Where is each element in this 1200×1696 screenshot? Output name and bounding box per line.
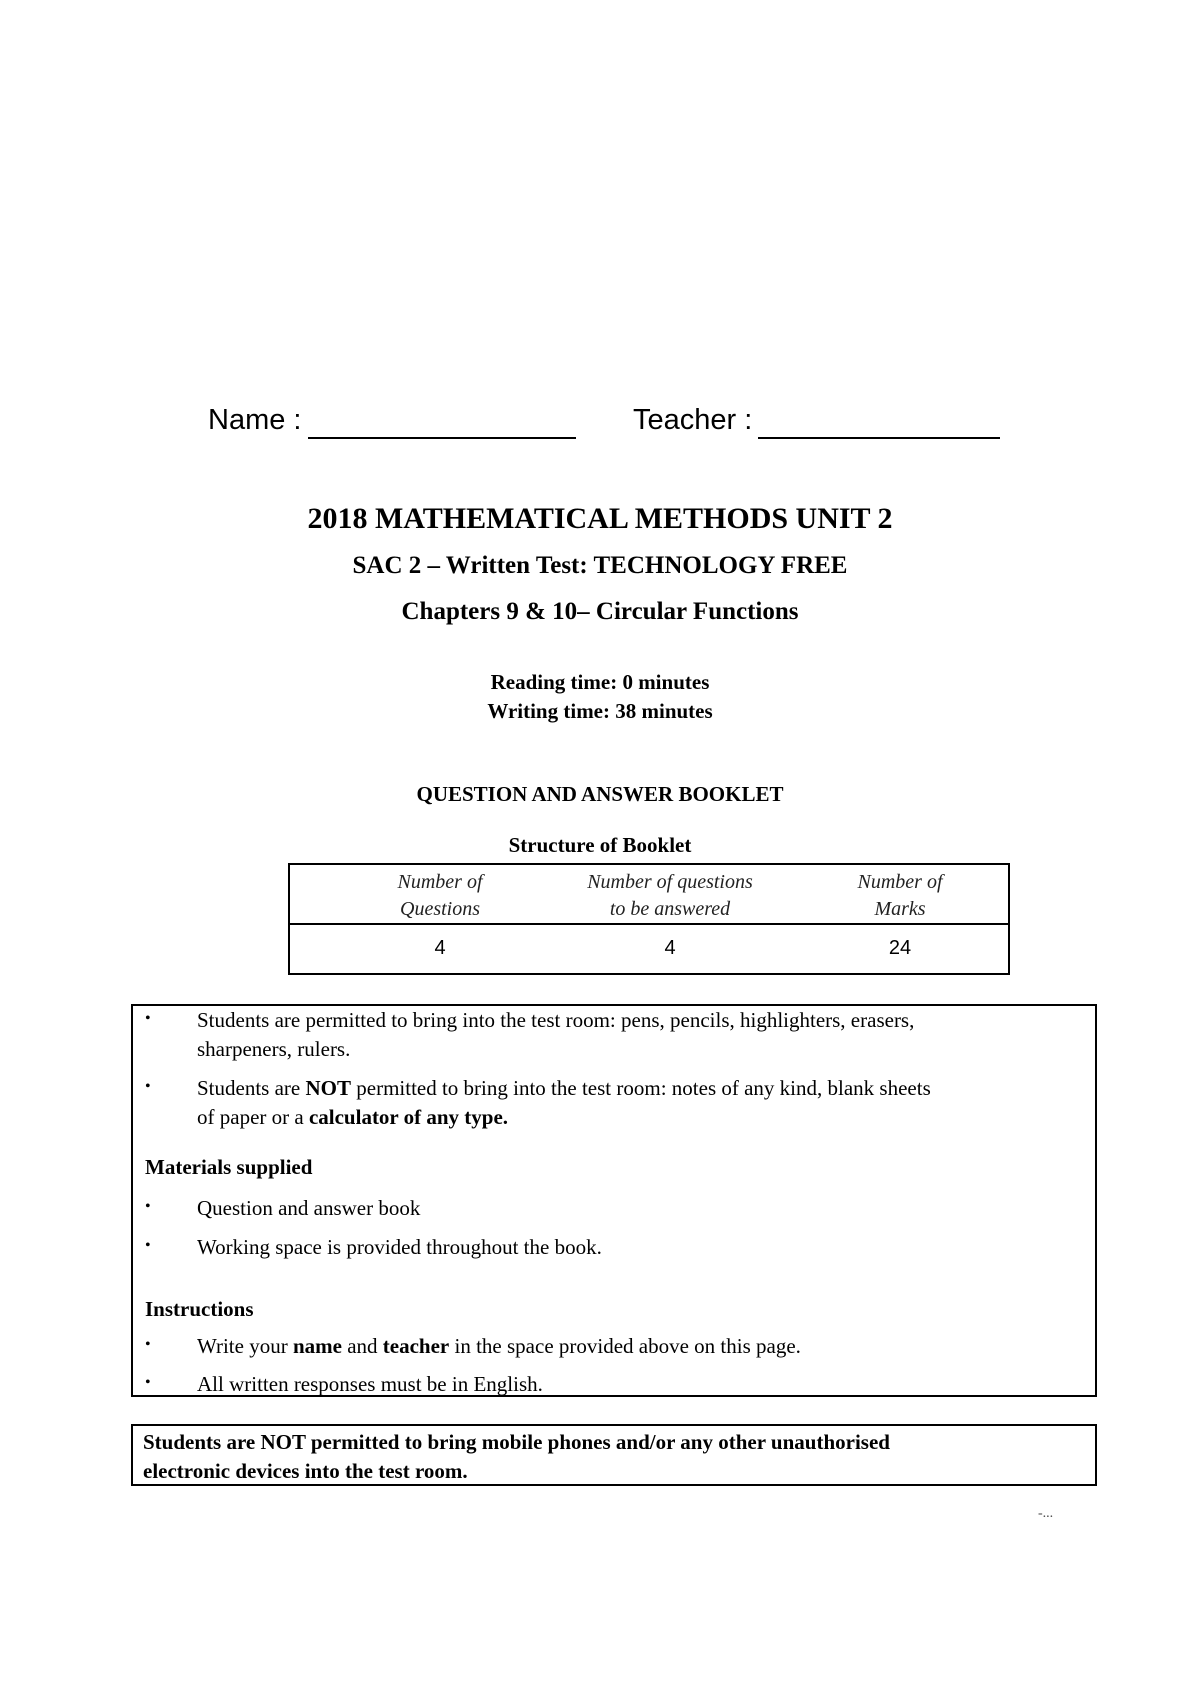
instruction-item: Write your name and teacher in the space provided above on this page.: [197, 1334, 801, 1358]
name-blank-line[interactable]: [308, 437, 576, 439]
instruction-item: All written responses must be in English.: [197, 1372, 543, 1396]
teacher-label: Teacher :: [633, 404, 753, 436]
structure-title: Structure of Booklet: [508, 833, 692, 857]
exam-title: 2018 MATHEMATICAL METHODS UNIT 2: [307, 502, 893, 535]
bullet-icon: •: [145, 1336, 151, 1353]
permitted-items: Students are permitted to bring into the test room: pens, pencils, highlighters, erasers, sharpeners, rulers.: [197, 1008, 915, 1061]
value-number-of-marks: 24: [888, 937, 912, 959]
value-questions-to-answer: 4: [664, 937, 676, 959]
bullet-icon: •: [145, 1198, 151, 1215]
instructions-heading: Instructions: [145, 1297, 254, 1321]
not-permitted-items: Students are NOT permitted to bring into the test room: notes of any kind, blank sheets of paper or a calculator of any type.: [197, 1076, 931, 1129]
reading-time: Reading time: 0 minutes: [490, 670, 710, 694]
writing-time: Writing time: 38 minutes: [487, 699, 713, 723]
device-warning-box: Students are NOT permitted to bring mobile phones and/or any other unauthorised electronic devices into the test room.: [131, 1424, 1097, 1486]
header-number-of-marks: Number of Marks: [857, 871, 943, 920]
value-number-of-questions: 4: [434, 937, 446, 959]
instructions-box: [131, 1004, 1097, 1397]
table-divider: [290, 923, 1008, 925]
chapters-heading: Chapters 9 & 10– Circular Functions: [401, 598, 799, 625]
booklet-title: QUESTION AND ANSWER BOOKLET: [416, 782, 784, 806]
bullet-icon: •: [145, 1374, 151, 1391]
bullet-icon: •: [145, 1078, 151, 1095]
material-item: Working space is provided throughout the book.: [197, 1235, 602, 1259]
teacher-blank-line[interactable]: [758, 437, 1000, 439]
header-questions-to-answer: Number of questions to be answered: [587, 871, 753, 920]
exam-subtitle: SAC 2 – Written Test: TECHNOLOGY FREE: [352, 552, 848, 579]
material-item: Question and answer book: [197, 1196, 421, 1220]
bullet-icon: •: [145, 1237, 151, 1254]
structure-table: [288, 863, 1010, 975]
signature-row: [208, 402, 1008, 446]
name-label: Name :: [208, 404, 302, 436]
page-continuation-mark: -...: [1038, 1506, 1054, 1521]
bullet-icon: •: [145, 1010, 151, 1027]
materials-heading: Materials supplied: [145, 1155, 313, 1179]
header-number-of-questions: Number of Questions: [397, 871, 483, 920]
